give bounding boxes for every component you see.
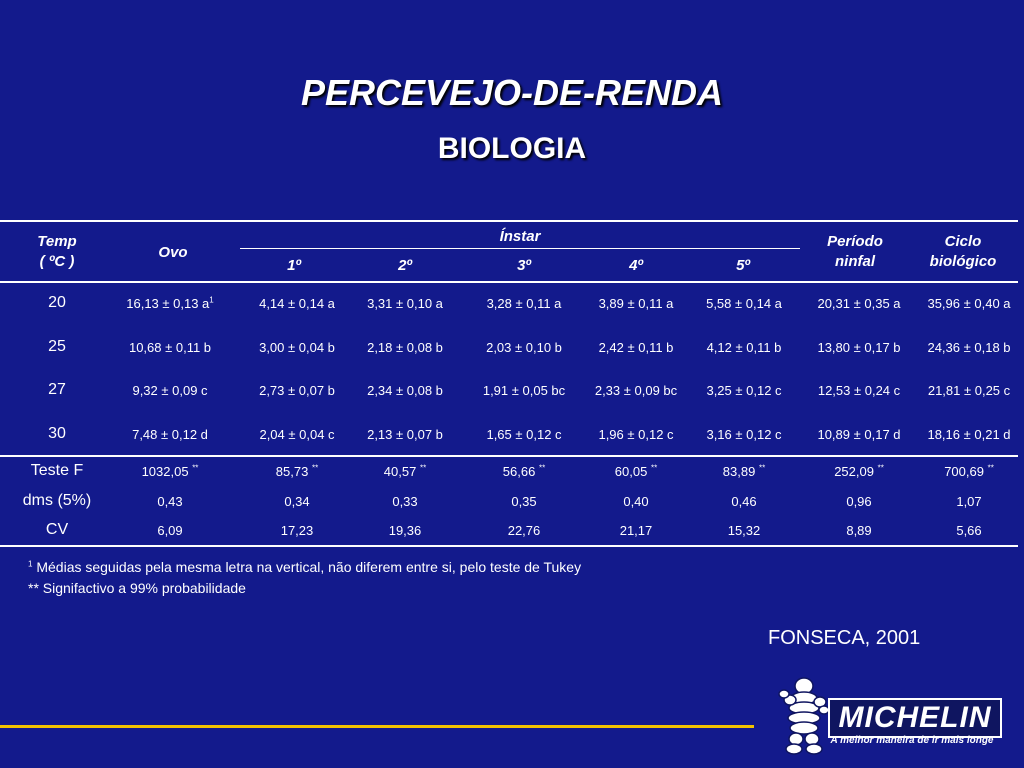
header-periodo-line2: ninfal [835,253,875,270]
cell-value: 21,81 ± 0,25 c [927,383,1011,398]
stat-cell [508,523,541,538]
table-cell [367,296,443,311]
stat-value: 0,35 [511,494,537,509]
table-bottom-rule [0,545,1018,547]
header-bottom-rule [0,281,1018,283]
stat-cell [284,494,309,509]
stat-value: 1032,05 [141,464,189,479]
stat-cell [157,494,182,509]
header-ciclo-line1: Ciclo [944,233,982,250]
stat-value: 252,09 [834,464,874,479]
stat-value: 85,73 [275,464,309,479]
stat-cell [956,494,981,509]
instar-underline [240,248,800,249]
stat-cell [142,464,199,479]
stat-label-text: dms (5%) [22,492,92,509]
stat-value: 0,96 [846,494,872,509]
header-ovo: Ovo [158,244,188,261]
page-subtitle: BIOLOGIA [437,132,587,165]
table-cell [259,427,334,442]
stat-cell [956,523,981,538]
cell-value: 10,68 ± 0,11 b [128,340,212,355]
header-instar: Ínstar [499,228,541,245]
stat-value: 21,17 [619,523,653,538]
stat-cell [944,464,994,479]
significance-mark: ** [192,463,199,473]
stat-label [31,462,83,480]
stat-cell [731,494,756,509]
header-periodo-line1: Período [827,233,883,250]
stat-cell [281,523,314,538]
cell-value: 1,91 ± 0,05 bc [482,383,566,398]
significance-mark: ** [650,463,658,473]
stat-value: 0,46 [731,494,757,509]
cell-value: 2,34 ± 0,08 b [367,383,443,398]
cell-value: 3,31 ± 0,10 a [367,296,443,311]
cell-value: 4,14 ± 0,14 a [259,296,335,311]
stat-value: 60,05 [614,464,648,479]
table-cell [595,383,677,398]
header-instar-3: 3º [517,257,531,274]
table-cell [487,296,562,311]
stat-value: 0,43 [157,494,183,509]
header-ciclo [930,232,997,272]
table-cell [817,340,900,355]
significance-mark: ** [758,463,766,473]
table-cell [367,340,443,355]
page-title: PERCEVEJO-DE-RENDA [300,72,724,113]
stat-value: 56,66 [502,464,536,479]
stat-cell [846,523,871,538]
table-cell [927,340,1010,355]
footnote-2: ** Signifactivo a 99% probabilidade [28,580,246,596]
row-label-text: 20 [48,294,66,311]
footnotes [28,557,581,599]
table-cell [817,427,900,442]
table-cell [486,427,561,442]
cell-value: 7,48 ± 0,12 d [132,427,208,442]
significance-mark: ** [419,463,427,473]
michelin-wordmark: MICHELIN [828,698,1002,738]
stat-cell [511,494,536,509]
cell-value: 3,28 ± 0,11 a [486,296,562,311]
cell-value: 3,89 ± 0,11 a [598,296,674,311]
stat-label-text: CV [45,521,69,538]
table-cell [486,340,562,355]
table-cell [132,427,208,442]
stat-cell [728,523,761,538]
cell-value: 3,00 ± 0,04 b [259,340,335,355]
table-cell [259,340,335,355]
cell-value: 2,03 ± 0,10 b [486,340,562,355]
header-periodo [827,232,883,272]
header-temp [37,232,76,272]
stat-cell [723,464,765,479]
footnote-1 [28,557,581,578]
table-cell [927,427,1010,442]
table-cell [927,296,1010,311]
cell-value: 2,18 ± 0,08 b [367,340,443,355]
header-ciclo-line2: biológico [929,253,997,270]
footnote-1-text: Médias seguidas pela mesma letra na vertical, não diferem entre si, pelo teste de Tukey [32,559,582,575]
stat-value: 40,57 [383,464,417,479]
header-temp-line1: Temp [37,233,77,250]
table-top-rule [0,220,1018,222]
header-instar-1: 1º [287,257,301,274]
stat-cell [384,464,426,479]
stat-value: 700,69 [944,464,984,479]
cell-value: 35,96 ± 0,40 a [927,296,1011,311]
stat-cell [503,464,545,479]
data-bottom-rule [0,455,1018,457]
stat-value: 19,36 [388,523,422,538]
stat-value: 0,40 [623,494,649,509]
table-cell [367,427,443,442]
stat-cell [392,494,417,509]
header-temp-line2: ( ºC ) [39,253,75,270]
table-cell [259,383,335,398]
row-label-text: 30 [48,425,66,442]
significance-mark: ** [538,463,546,473]
cell-value: 10,89 ± 0,17 d [817,427,901,442]
table-cell [599,340,674,355]
cell-value: 4,12 ± 0,11 b [706,340,782,355]
cell-value: 2,04 ± 0,04 c [259,427,335,442]
accent-line [0,725,754,728]
table-cell [259,296,335,311]
cell-value: 24,36 ± 0,18 b [927,340,1011,355]
stat-label [46,521,68,539]
table-cell [818,383,900,398]
table-cell [129,340,211,355]
table-cell [928,383,1010,398]
header-instar-5: 5º [736,257,750,274]
cell-value: 2,33 ± 0,09 bc [594,383,678,398]
row-label [48,294,66,312]
header-instar-2: 2º [398,257,412,274]
table-cell [132,383,207,398]
stat-value: 0,34 [284,494,310,509]
stat-cell [615,464,657,479]
cell-value: 5,58 ± 0,14 a [706,296,782,311]
cell-value: 12,53 ± 0,24 c [817,383,901,398]
cell-value: 13,80 ± 0,17 b [817,340,901,355]
cell-value: 2,42 ± 0,11 b [598,340,674,355]
table-cell [706,427,781,442]
stat-value: 83,89 [722,464,756,479]
stat-cell [834,464,884,479]
cell-value: 9,32 ± 0,09 c [132,383,208,398]
table-cell [817,296,900,311]
stat-label [23,492,91,510]
table-cell [598,427,673,442]
stat-value: 17,23 [280,523,314,538]
stat-value: 8,89 [846,523,872,538]
cell-value: 18,16 ± 0,21 d [927,427,1011,442]
row-label-text: 27 [48,381,66,398]
stat-cell [157,523,182,538]
stat-label-text: Teste F [30,462,84,479]
stat-cell [389,523,422,538]
stat-cell [846,494,871,509]
cell-value: 16,13 ± 0,13 a [126,296,210,311]
stat-value: 0,33 [392,494,418,509]
table-cell [706,296,782,311]
michelin-tagline: A melhor maneira de ir mais longe [830,735,994,746]
row-label-text: 25 [48,338,66,355]
row-label [48,381,66,399]
michelin-logo [778,672,1002,764]
table-cell [706,383,781,398]
cell-value: 3,25 ± 0,12 c [706,383,782,398]
stat-value: 5,66 [956,523,982,538]
stat-value: 1,07 [956,494,982,509]
row-label [48,338,66,356]
footnote-1-marker: 1 [28,559,33,569]
significance-mark: ** [877,463,884,473]
cell-value: 3,16 ± 0,12 c [706,427,782,442]
table-cell [599,296,674,311]
significance-mark: ** [987,463,994,473]
table-cell [126,296,214,311]
row-label [48,425,66,443]
stat-value: 22,76 [507,523,541,538]
stat-cell [623,494,648,509]
footnote-reference: 1 [209,295,214,305]
cell-value: 2,73 ± 0,07 b [259,383,335,398]
cell-value: 2,13 ± 0,07 b [367,427,443,442]
cell-value: 1,96 ± 0,12 c [598,427,674,442]
cell-value: 20,31 ± 0,35 a [817,296,901,311]
stat-value: 6,09 [157,523,183,538]
source-citation: FONSECA, 2001 [768,627,921,649]
table-cell [707,340,782,355]
stat-value: 15,32 [727,523,761,538]
significance-mark: ** [311,463,319,473]
table-cell [483,383,565,398]
header-instar-4: 4º [629,257,643,274]
stat-cell [276,464,318,479]
stat-cell [620,523,653,538]
table-cell [367,383,443,398]
cell-value: 1,65 ± 0,12 c [486,427,562,442]
